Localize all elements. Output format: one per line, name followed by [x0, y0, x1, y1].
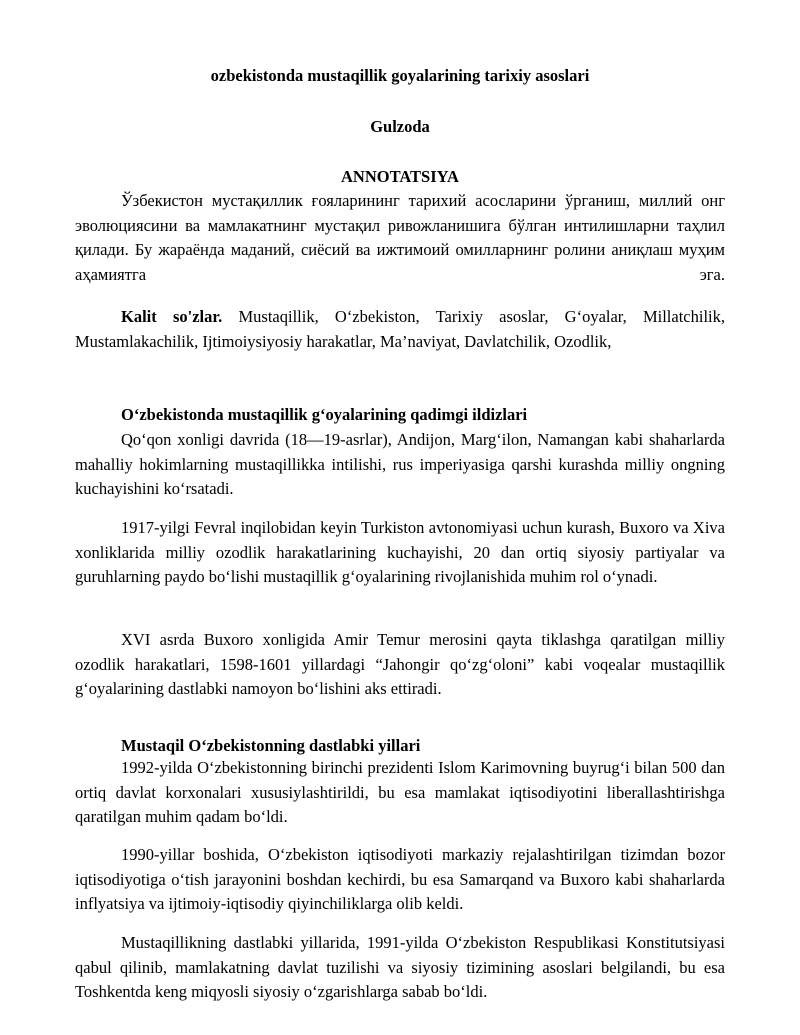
- section-heading-ancient-roots: O‘zbekistonda mustaqillik g‘oyalarining qadimgi ildizlari: [121, 405, 528, 424]
- abstract-paragraph: Ўзбекистон мустақиллик ғояларининг тарихий асосларини ўрганиш, миллий онг эволюциясини ва мамлакатнинг мустақил ривожланишига бўлган интилишларни таҳлил қилади. Бу жараёнда маданий, сиёсий ва ижтимоий омилларнинг ролини аниқлаш муҳим аҳамиятга эга.: [75, 191, 725, 285]
- section2-paragraph-2: 1990-yillar boshida, O‘zbekiston iqtisodiyoti markaziy rejalashtirilgan tizimdan bozor iqtisodiyotiga o‘tish jarayonini boshdan kechirdi, bu esa Samarqand va Buxoro kabi shaharlarda inflyatsiya va ijtimoiy-iqtisodiy qiyinchiliklarga olib keldi.: [75, 845, 725, 914]
- section1-paragraph-3: XVI asrda Buxoro xonligida Amir Temur merosini qayta tiklashga qaratilgan milliy ozodlik harakatlari, 1598-1601 yillardagi “Jahongir qo‘zg‘oloni” kabi voqealar mustaqillik g‘oyalarining dastlabki namoyon bo‘lishini aks ettiradi.: [75, 630, 725, 699]
- document-title: ozbekistonda mustaqillik goyalarining tarixiy asoslari: [210, 66, 590, 85]
- section-heading-early-years: Mustaqil O‘zbekistonning dastlabki yillari: [121, 736, 421, 755]
- section1-paragraph-1: Qo‘qon xonligi davrida (18—19-asrlar), Andijon, Marg‘ilon, Namangan kabi shaharlarda mahalliy hokimlarning mustaqillikka intilishi, rus imperiyasiga qarshi kurashda milliy ongning kuchayishini ko‘rsatadi.: [75, 430, 725, 499]
- abstract-heading: ANNOTATSIYA: [341, 167, 459, 186]
- keywords-label: Kalit so'zlar.: [121, 307, 223, 326]
- section2-paragraph-1: 1992-yilda O‘zbekistonning birinchi prezidenti Islom Karimovning buyrug‘i bilan 500 dan ortiq davlat korxonalari xususiylashtirildi, bu esa mamlakat iqtisodiyotini liberallashtirishga qaratilgan muhim qadam bo‘ldi.: [75, 758, 725, 827]
- section2-paragraph-3: Mustaqillikning dastlabki yillarida, 1991-yilda O‘zbekiston Respublikasi Konstitutsiyasi qabul qilinib, mamlakatning davlat tuzilishi va siyosiy tizimining asoslari belgilandi, bu esa Toshkentda keng miqyosli siyosiy o‘zgarishlarga sabab bo‘ldi.: [75, 933, 725, 1002]
- author-name: Gulzoda: [370, 117, 430, 136]
- keywords-paragraph: [75, 305, 725, 354]
- section1-paragraph-2: 1917-yilgi Fevral inqilobidan keyin Turkiston avtonomiyasi uchun kurash, Buxoro va Xiva xonliklarida milliy ozodlik harakatlarining kuchayishi, 20 dan ortiq siyosiy partiyalar va guruhlarning paydo bo‘lishi mustaqillik g‘oyalarining rivojlanishida muhim rol o‘ynadi.: [75, 518, 725, 587]
- keywords-text: Mustaqillik, O‘zbekiston, Tarixiy asoslar, G‘oyalar, Millatchilik, Mustamlakachilik, Ijtimoiysiyosiy harakatlar, Ma’naviyat, Davlatchilik, Ozodlik,: [75, 307, 725, 351]
